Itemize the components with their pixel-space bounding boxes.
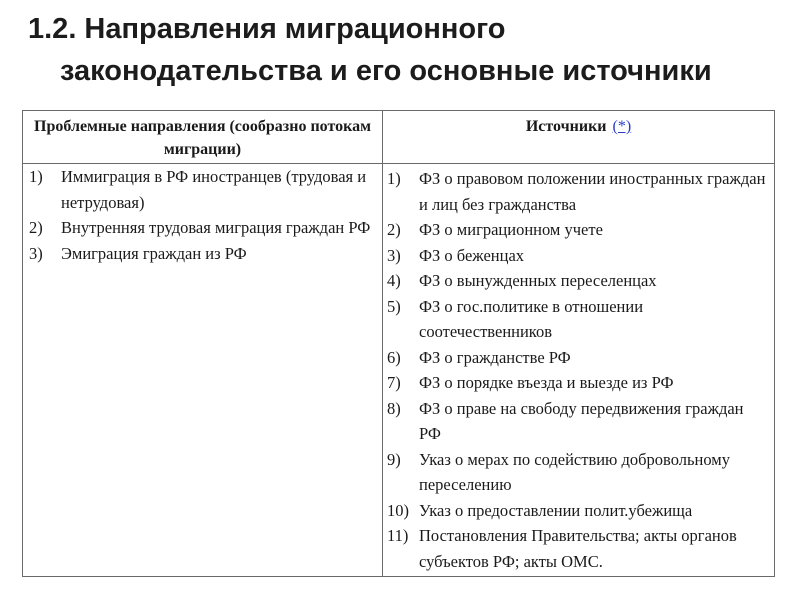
header-sources-label: Источники: [525, 118, 607, 135]
item-number: 2): [29, 218, 43, 237]
item-text: Постановления Правительства; акты органов субъектов РФ; акты ОМС.: [419, 526, 737, 571]
item-text: ФЗ о миграционном учете: [419, 220, 603, 239]
item-text: ФЗ о гражданстве РФ: [419, 347, 571, 367]
item-number: 3): [387, 245, 401, 265]
item-number: 8): [387, 398, 401, 418]
list-item: [387, 268, 768, 294]
item-text: Указ о мерах по содействию добровольному переселению: [419, 449, 730, 494]
item-number: 5): [387, 296, 401, 316]
item-number: 6): [387, 347, 401, 367]
list-item: [387, 370, 768, 396]
item-number: 11): [387, 526, 409, 545]
item-text: ФЗ о гос.политике в отношении соотечественников: [419, 296, 644, 341]
list-item: [387, 243, 768, 269]
item-text: Эмиграция граждан из РФ: [61, 243, 247, 263]
list-item: [387, 217, 768, 243]
list-item: [387, 345, 768, 371]
table-body-row: [23, 164, 775, 577]
item-number: 7): [387, 373, 401, 392]
list-item: [387, 447, 768, 498]
slide-title: [28, 8, 788, 92]
item-text: ФЗ о праве на свободу передвижения граждан РФ: [419, 398, 744, 443]
sources-table: [22, 110, 775, 577]
item-number: 1): [29, 167, 43, 186]
item-number: 1): [387, 169, 401, 188]
item-text: ФЗ о правовом положении иностранных граждан и лиц без гражданства: [419, 169, 766, 214]
item-text: Иммиграция в РФ иностранцев (трудовая и нетрудовая): [61, 167, 367, 212]
sources-cell: [383, 164, 775, 577]
list-item: [387, 396, 768, 447]
item-text: Указ о предоставлении полит.убежища: [419, 500, 693, 520]
item-text: ФЗ о порядке въезда и выезде из РФ: [419, 373, 674, 392]
list-item: [387, 166, 768, 217]
table-header-row: [23, 111, 775, 164]
item-number: 2): [387, 220, 401, 239]
directions-cell: [23, 164, 383, 577]
sources-list: [387, 166, 768, 574]
list-item: [29, 241, 376, 267]
item-text: ФЗ о вынужденных переселенцах: [419, 271, 657, 290]
list-item: [387, 498, 768, 524]
list-item: [387, 294, 768, 345]
slide-title-line-2: законодательства и его основные источники: [60, 55, 712, 87]
list-item: [29, 164, 376, 215]
list-item: [29, 215, 376, 241]
directions-list: [29, 164, 376, 266]
item-number: 10): [387, 500, 409, 520]
item-number: 4): [387, 271, 401, 290]
item-number: 9): [387, 449, 401, 469]
sources-footnote-link[interactable]: (*): [612, 118, 632, 135]
header-directions: Проблемные направления (сообразно потокам миграции): [23, 111, 383, 164]
slide-title-line-1: 1.2. Направления миграционного: [28, 13, 506, 45]
item-text: ФЗ о беженцах: [419, 245, 525, 265]
item-text: Внутренняя трудовая миграция граждан РФ: [61, 218, 371, 237]
list-item: [387, 523, 768, 574]
item-number: 3): [29, 243, 43, 263]
header-sources: [383, 111, 775, 164]
